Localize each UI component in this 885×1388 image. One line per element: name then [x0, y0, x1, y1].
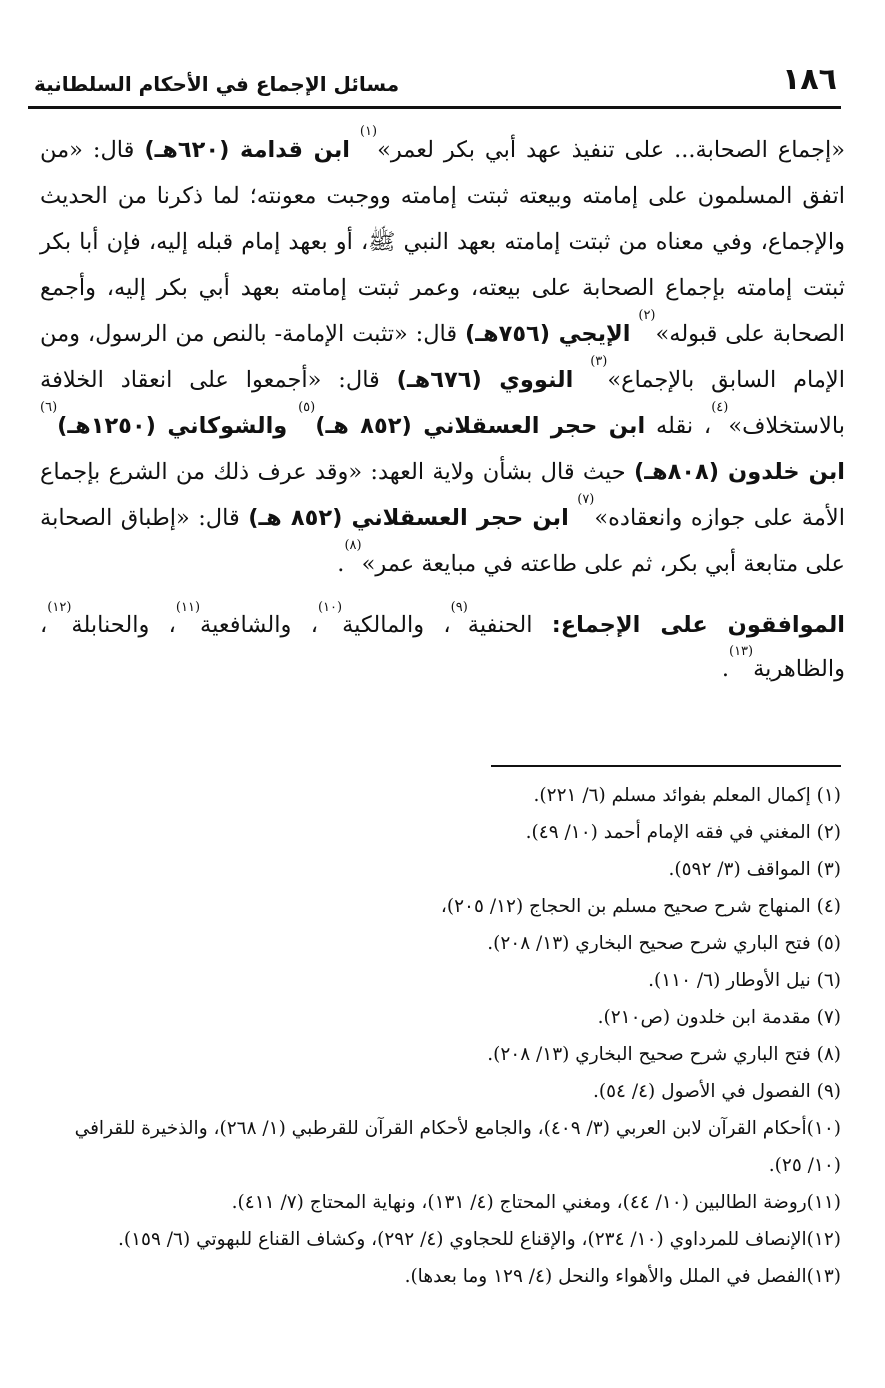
- footnote-6: (٦) نيل الأوطار (٦/ ١١٠).: [648, 970, 841, 991]
- footnote-ref: (٨): [344, 538, 362, 553]
- running-title: مسائل الإجماع في الأحكام السلطانية: [34, 72, 400, 96]
- paragraph-agreeing: [40, 600, 845, 691]
- footnote-ref: (١٣): [728, 644, 754, 659]
- footnote-7: (٧) مقدمة ابن خلدون (ص٢١٠).: [597, 1007, 841, 1028]
- text-span: قال: «إطباق الصحابة على متابعة أبي بكر، ثم على طاعته في مبايعة عمر»: [40, 505, 845, 577]
- footnote-ref: (١٠): [317, 600, 343, 615]
- text-span: حيث قال بشأن ولاية العهد: «وقد عرف ذلك من الشرع بإجماع الأمة على جوازه وانعقاده»: [40, 459, 845, 531]
- footnote-ref: (٣): [590, 354, 608, 369]
- footnote-8: (٨) فتح الباري شرح صحيح البخاري (١٣/ ٢٠٨).: [487, 1044, 841, 1065]
- school-name: ، والظاهرية: [40, 612, 845, 682]
- footnotes: [40, 777, 841, 1295]
- scholar-name: ابن قدامة (٦٢٠هـ): [144, 137, 350, 163]
- footnote-10: (١٠)أحكام القرآن لابن العربي (٣/ ٤٠٩)، والجامع لأحكام القرآن للقرطبي (١/ ٢٦٨)، والذخيرة للقرافي (١٠/ ٢٥).: [74, 1118, 841, 1176]
- footnote-ref: (٥): [298, 400, 316, 415]
- page-header: [28, 62, 841, 109]
- scholar-name: ابن حجر العسقلاني (٨٥٢ هـ): [248, 505, 569, 531]
- main-text: [40, 124, 845, 691]
- footnote-3: (٣) المواقف (٣/ ٥٩٢).: [668, 859, 841, 880]
- text-span: قال: «تثبت الإمامة- بالنص من الرسول، ومن الإمام السابق بالإجماع»: [40, 321, 845, 393]
- school-name: ، والشافعية: [200, 612, 318, 638]
- footnote-2: (٢) المغني في فقه الإمام أحمد (١٠/ ٤٩).: [525, 822, 841, 843]
- footnote-4: (٤) المنهاج شرح صحيح مسلم بن الحجاج (١٢/ ٢٠٥)،: [440, 896, 841, 917]
- school-name: ، والحنابلة: [71, 612, 176, 638]
- text-span: ، نقله: [645, 413, 712, 439]
- text-span: .: [721, 656, 729, 682]
- text-span: قال: «من اتفق المسلمون على إمامته وبيعته ثبتت إمامته ووجبت معونته؛ لما ذكرنا من الحديث والإجماع، وفي معناه من ثبتت إمامته بعهد النبي ﷺ، أو بعهد إمام قبله إليه، فإن أبا بكر ثبتت إمامته بإجماع الصحابة على بيعته، وعمر ثبتت إمامته بعهد أبي بكر إليه، وأجمع الصحابة على قبوله»: [40, 137, 845, 347]
- scholar-name: والشوكاني (١٢٥٠هـ): [57, 413, 288, 439]
- footnote-11: (١١)روضة الطالبين (١٠/ ٤٤)، ومغني المحتاج (٤/ ١٣١)، ونهاية المحتاج (٧/ ٤١١).: [231, 1192, 841, 1213]
- footnote-ref: (٩): [450, 600, 468, 615]
- footnote-divider: [491, 765, 841, 767]
- school-name: ، والمالكية: [342, 612, 451, 638]
- text-span: .: [337, 551, 345, 577]
- school-name: الحنفية: [467, 612, 552, 638]
- footnote-ref: (١٢): [47, 600, 72, 615]
- footnote-ref: (١): [359, 124, 378, 139]
- footnote-12: (١٢)الإنصاف للمرداوي (١٠/ ٢٣٤)، والإقناع للحجاوي (٤/ ٢٩٢)، وكشاف القناع للبهوتي (٦/ ١٥٩).: [118, 1229, 841, 1250]
- footnote-ref: (١١): [175, 600, 201, 615]
- footnote-ref: (٦): [40, 400, 58, 415]
- text-span: قال: «أجمعوا على انعقاد الخلافة بالاستخلاف»: [40, 367, 845, 439]
- scholar-name: الإيجي (٧٥٦هـ): [465, 321, 631, 347]
- footnote-ref: (٢): [638, 308, 656, 323]
- scholar-name: ابن خلدون (٨٠٨هـ): [634, 459, 845, 485]
- footnote-ref: (٤): [711, 400, 729, 415]
- footnote-13: (١٣)الفصل في الملل والأهواء والنحل (٤/ ١٢٩ وما بعدها).: [404, 1266, 841, 1287]
- footnote-5: (٥) فتح الباري شرح صحيح البخاري (١٣/ ٢٠٨).: [487, 933, 841, 954]
- footnote-1: (١) إكمال المعلم بفوائد مسلم (٦/ ٢٢١).: [533, 785, 841, 806]
- footnote-9: (٩) الفصول في الأصول (٤/ ٥٤).: [593, 1081, 841, 1102]
- agreeing-label: الموافقون على الإجماع:: [551, 612, 845, 638]
- footnote-ref: (٧): [577, 492, 595, 507]
- scholar-name: ابن حجر العسقلاني (٨٥٢ هـ): [315, 413, 646, 439]
- text-span: «إجماع الصحابة... على تنفيذ عهد أبي بكر لعمر»: [377, 137, 845, 163]
- paragraph-scholars: [40, 124, 845, 587]
- page-number: ١٨٦: [782, 62, 837, 97]
- scholar-name: النووي (٦٧٦هـ): [396, 367, 574, 393]
